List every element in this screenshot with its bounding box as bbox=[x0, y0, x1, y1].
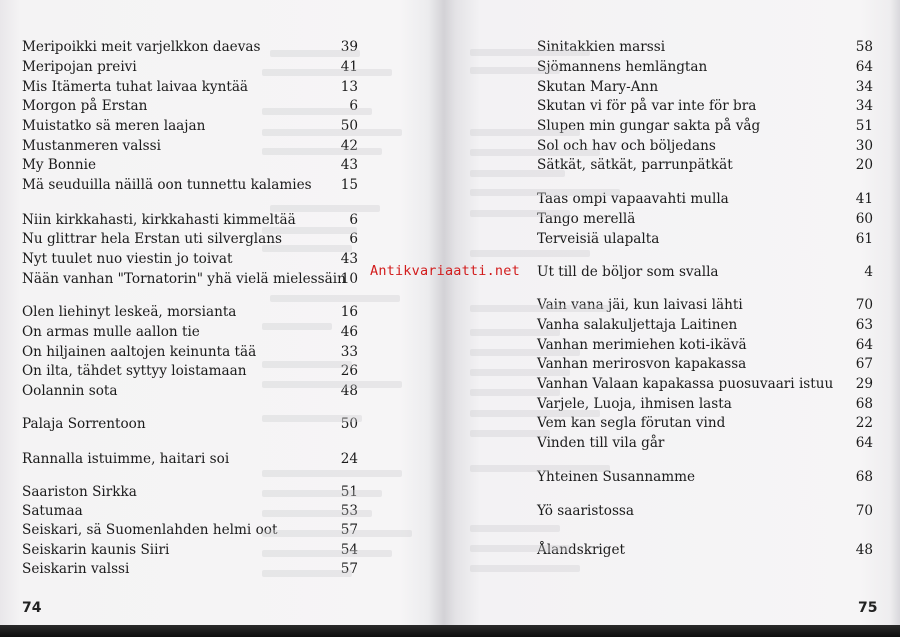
show-through-line bbox=[262, 570, 352, 577]
entry-title: Saariston Sirkka bbox=[22, 484, 137, 500]
entry-title: Mä seuduilla näillä oon tunnettu kalamies bbox=[22, 177, 312, 193]
entry-page-number: 22 bbox=[855, 415, 873, 431]
entry-page-number: 48 bbox=[340, 383, 358, 399]
show-through-line bbox=[262, 361, 352, 368]
show-through-line bbox=[262, 148, 382, 155]
entry-title: Vanhan merirosvon kapakassa bbox=[537, 356, 747, 372]
entry-page-number: 20 bbox=[855, 157, 873, 173]
entry-title: Vanha salakuljettaja Laitinen bbox=[537, 317, 738, 333]
entry-title: Mis Itämerta tuhat laivaa kyntää bbox=[22, 79, 249, 95]
entry-title: Seiskari, sä Suomenlahden helmi oot bbox=[22, 522, 278, 538]
entry-title: Ut till de böljor som svalla bbox=[537, 264, 719, 280]
entry-title: Meripoikki meit varjelkkon daevas bbox=[22, 39, 261, 55]
show-through-line bbox=[270, 295, 400, 302]
entry-title: Oolannin sota bbox=[22, 383, 118, 399]
entry-title: Morgon på Erstan bbox=[22, 98, 148, 114]
show-through-line bbox=[470, 250, 590, 257]
entry-page-number: 48 bbox=[855, 542, 873, 558]
entry-title: Seiskarin kaunis Siiri bbox=[22, 542, 170, 558]
entry-page-number: 4 bbox=[864, 264, 873, 280]
show-through-line bbox=[470, 305, 610, 312]
entry-page-number: 54 bbox=[340, 542, 358, 558]
entry-title: Meripojan preivi bbox=[22, 59, 137, 75]
entry-page-number: 68 bbox=[855, 469, 873, 485]
watermark-text: Antikvariaatti.net bbox=[370, 263, 520, 279]
entry-title: Ålandskriget bbox=[537, 542, 625, 558]
entry-page-number: 29 bbox=[855, 376, 873, 392]
entry-title: Tango merellä bbox=[537, 211, 636, 227]
entry-page-number: 6 bbox=[349, 98, 358, 114]
entry-title: Skutan vi för på var inte för bra bbox=[537, 98, 757, 114]
entry-title: Taas ompi vapaavahti mulla bbox=[537, 191, 729, 207]
entry-title: Niin kirkkahasti, kirkkahasti kimmeltää bbox=[22, 212, 296, 228]
entry-title: On ilta, tähdet syttyy loistamaan bbox=[22, 363, 247, 379]
show-through-line bbox=[470, 545, 570, 552]
entry-page-number: 70 bbox=[855, 297, 873, 313]
show-through-line bbox=[262, 108, 372, 115]
entry-page-number: 46 bbox=[340, 324, 358, 340]
entry-page-number: 41 bbox=[340, 59, 358, 75]
entry-title: Vanhan merimiehen koti-ikävä bbox=[537, 337, 747, 353]
entry-page-number: 64 bbox=[855, 59, 873, 75]
entry-page-number: 51 bbox=[340, 484, 358, 500]
entry-page-number: 16 bbox=[340, 304, 358, 320]
show-through-line bbox=[262, 227, 357, 234]
entry-page-number: 68 bbox=[855, 396, 873, 412]
show-through-line bbox=[470, 170, 565, 177]
show-through-line bbox=[470, 389, 560, 396]
show-through-line bbox=[262, 245, 352, 252]
entry-title: Seiskarin valssi bbox=[22, 561, 130, 577]
show-through-line bbox=[470, 67, 560, 74]
show-through-line bbox=[470, 525, 560, 532]
entry-page-number: 24 bbox=[340, 451, 358, 467]
entry-title: Yö saaristossa bbox=[537, 503, 635, 519]
entry-title: Sinitakkien marssi bbox=[537, 39, 666, 55]
entry-title: Varjele, Luoja, ihmisen lasta bbox=[537, 396, 732, 412]
entry-page-number: 51 bbox=[855, 118, 873, 134]
entry-title: Yhteinen Susannamme bbox=[537, 469, 696, 485]
entry-page-number: 61 bbox=[855, 231, 873, 247]
show-through-line bbox=[470, 329, 560, 336]
show-through-line bbox=[262, 415, 362, 422]
show-through-line bbox=[262, 69, 392, 76]
entry-title: Nään vanhan "Tornatorin" yhä vielä mielessäin bbox=[22, 271, 346, 287]
show-through-line bbox=[262, 530, 412, 537]
show-through-line bbox=[470, 410, 600, 417]
entry-page-number: 50 bbox=[340, 118, 358, 134]
entry-title: Mustanmeren valssi bbox=[22, 138, 161, 154]
show-through-line bbox=[470, 349, 580, 356]
entry-page-number: 15 bbox=[340, 177, 358, 193]
entry-page-number: 30 bbox=[855, 138, 873, 154]
entry-page-number: 58 bbox=[855, 39, 873, 55]
page-number: 75 bbox=[858, 600, 878, 616]
show-through-line bbox=[470, 565, 580, 572]
entry-title: My Bonnie bbox=[22, 157, 96, 173]
entry-title: Olen liehinyt leskeä, morsianta bbox=[22, 304, 237, 320]
entry-page-number: 60 bbox=[855, 211, 873, 227]
entry-page-number: 34 bbox=[855, 98, 873, 114]
entry-page-number: 10 bbox=[340, 271, 358, 287]
show-through-line bbox=[470, 189, 620, 196]
entry-title: Sjömannens hemlängtan bbox=[537, 59, 708, 75]
entry-title: Vain vana jäi, kun laivasi lähti bbox=[537, 297, 743, 313]
entry-page-number: 50 bbox=[340, 416, 358, 432]
show-through-line bbox=[262, 510, 372, 517]
entry-page-number: 42 bbox=[340, 138, 358, 154]
show-through-line bbox=[262, 323, 332, 330]
entry-page-number: 70 bbox=[855, 503, 873, 519]
show-through-line bbox=[470, 430, 550, 437]
left-page bbox=[0, 0, 440, 625]
show-through-line bbox=[470, 369, 570, 376]
show-through-line bbox=[470, 129, 580, 136]
show-through-line bbox=[470, 465, 610, 472]
show-through-line bbox=[262, 381, 402, 388]
right-page bbox=[450, 0, 900, 625]
show-through-line bbox=[262, 470, 402, 477]
show-through-line bbox=[270, 205, 380, 212]
entry-title: On hiljainen aaltojen keinunta tää bbox=[22, 344, 257, 360]
entry-page-number: 13 bbox=[340, 79, 358, 95]
entry-title: Vinden till vila går bbox=[537, 435, 665, 451]
show-through-line bbox=[262, 490, 382, 497]
entry-page-number: 33 bbox=[340, 344, 358, 360]
entry-title: Nu glittrar hela Erstan uti silverglans bbox=[22, 231, 282, 247]
entry-title: Rannalla istuimme, haitari soi bbox=[22, 451, 230, 467]
entry-page-number: 57 bbox=[340, 522, 358, 538]
entry-title: Vem kan segla förutan vind bbox=[537, 415, 726, 431]
entry-title: On armas mulle aallon tie bbox=[22, 324, 200, 340]
entry-title: Vanhan Valaan kapakassa puosuvaari istuu bbox=[537, 376, 834, 392]
entry-title: Terveisiä ulapalta bbox=[537, 231, 660, 247]
entry-page-number: 6 bbox=[349, 231, 358, 247]
entry-page-number: 67 bbox=[855, 356, 873, 372]
show-through-line bbox=[470, 149, 600, 156]
entry-page-number: 41 bbox=[855, 191, 873, 207]
entry-title: Nyt tuulet nuo viestin jo toivat bbox=[22, 251, 233, 267]
entry-title: Muistatko sä meren laajan bbox=[22, 118, 206, 134]
show-through-line bbox=[470, 49, 590, 56]
entry-title: Satumaa bbox=[22, 503, 83, 519]
show-through-line bbox=[262, 550, 392, 557]
show-through-line bbox=[262, 129, 402, 136]
entry-page-number: 6 bbox=[349, 212, 358, 228]
entry-title: Sol och hav och böljedans bbox=[537, 138, 716, 154]
entry-page-number: 64 bbox=[855, 435, 873, 451]
show-through-line bbox=[470, 210, 570, 217]
entry-page-number: 53 bbox=[340, 503, 358, 519]
entry-title: Skutan Mary-Ann bbox=[537, 79, 659, 95]
entry-page-number: 43 bbox=[340, 251, 358, 267]
show-through-line bbox=[270, 50, 360, 57]
entry-page-number: 43 bbox=[340, 157, 358, 173]
entry-title: Sätkät, sätkät, parrunpätkät bbox=[537, 157, 733, 173]
entry-page-number: 26 bbox=[340, 363, 358, 379]
entry-page-number: 39 bbox=[340, 39, 358, 55]
entry-page-number: 63 bbox=[855, 317, 873, 333]
entry-title: Slupen min gungar sakta på våg bbox=[537, 118, 761, 134]
entry-page-number: 57 bbox=[340, 561, 358, 577]
page-bottom-edge bbox=[0, 625, 900, 637]
page-number: 74 bbox=[22, 600, 42, 616]
entry-title: Palaja Sorrentoon bbox=[22, 416, 146, 432]
entry-page-number: 64 bbox=[855, 337, 873, 353]
entry-page-number: 34 bbox=[855, 79, 873, 95]
